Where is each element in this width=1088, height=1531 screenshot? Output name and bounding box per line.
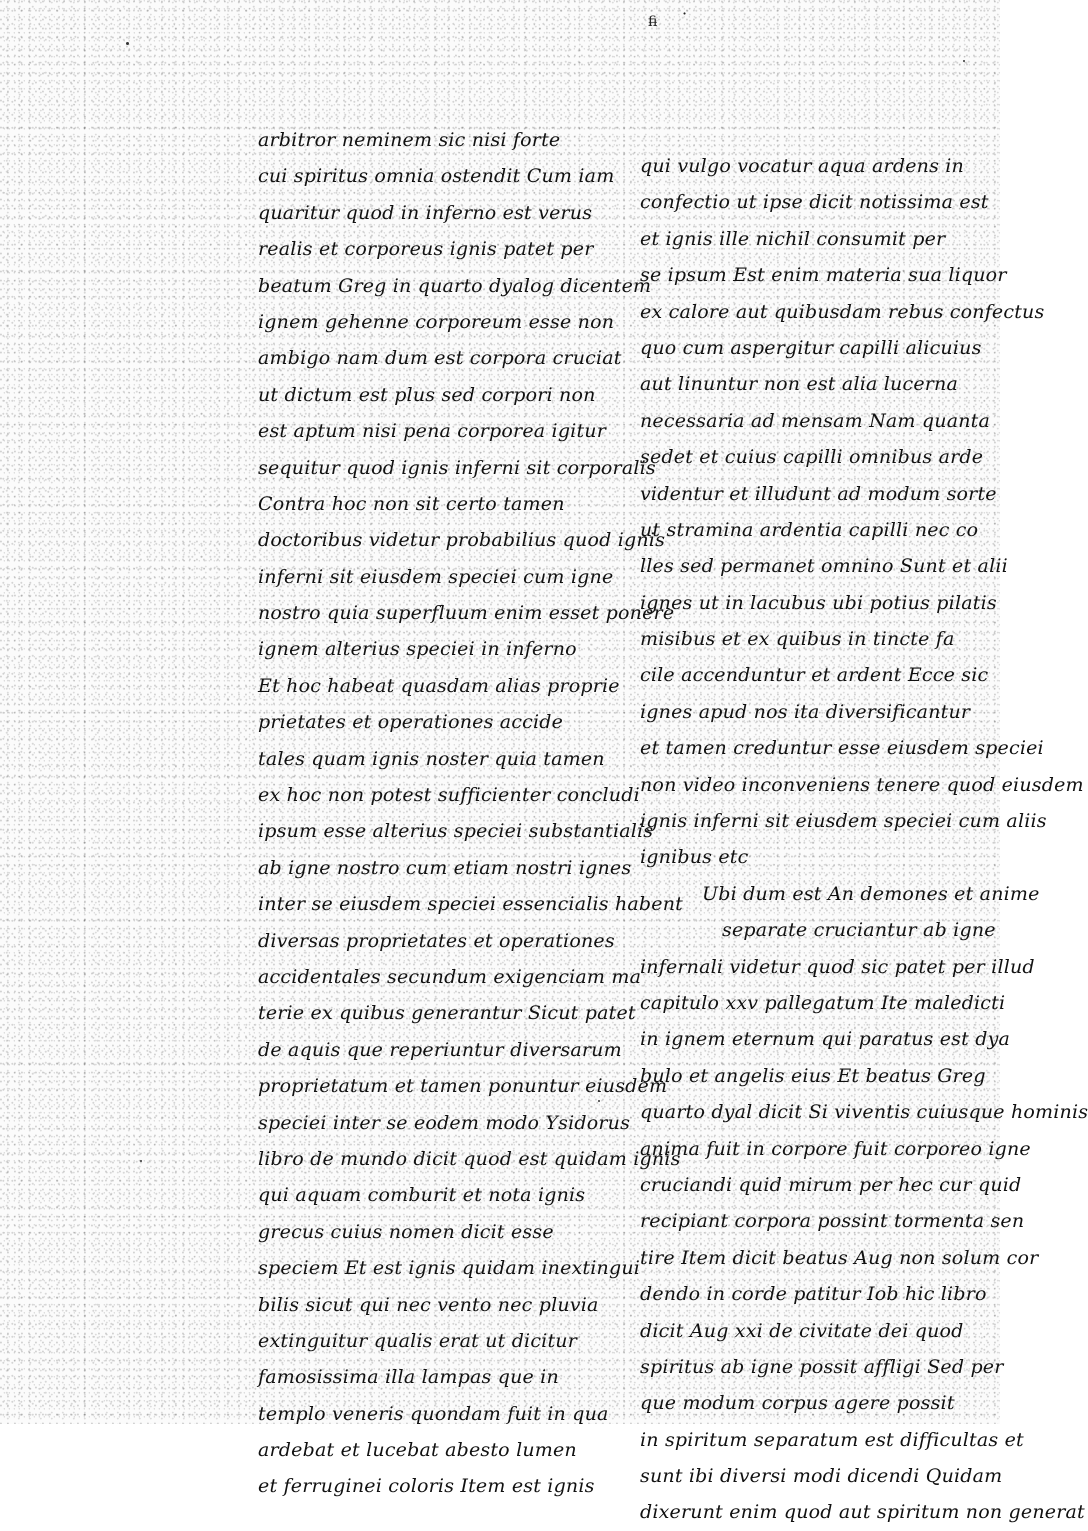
right-line-22: separate cruciantur ab igne <box>722 919 996 942</box>
left-line-21: ab igne nostro cum etiam nostri ignes <box>258 856 632 879</box>
left-line-29: libro de mundo dicit quod est quidam ignis <box>258 1147 681 1170</box>
left-line-2: cui spiritus omnia ostendit Cum iam <box>258 165 615 188</box>
left-line-38: et ferruginei coloris Item est ignis <box>258 1475 595 1498</box>
left-line-32: speciem Et est ignis quidam inextingui <box>258 1257 641 1280</box>
left-line-20: ipsum esse alterius speciei substantialis <box>258 820 654 843</box>
left-line-27: proprietatum et tamen ponuntur eiusdem <box>258 1075 668 1098</box>
right-line-6: quo cum aspergitur capilli alicuius <box>640 336 982 359</box>
right-line-7: aut linuntur non est alia lucerna <box>640 373 959 396</box>
right-line-27: quarto dyal dicit Si viventis cuiusque hominis <box>640 1101 1088 1124</box>
right-line-10: videntur et illudunt ad modum sorte <box>640 482 997 505</box>
right-line-34: spiritus ab igne possit affligi Sed per <box>640 1355 1004 1378</box>
right-line-8: necessaria ad mensam Nam quanta <box>640 409 991 432</box>
right-line-32: dendo in corde patitur Iob hic libro <box>640 1283 987 1306</box>
left-line-34: extinguitur qualis erat ut dicitur <box>258 1329 578 1352</box>
right-line-4: se ipsum Est enim materia sua liquor <box>640 264 1007 287</box>
right-line-17: et tamen creduntur esse eiusdem speciei <box>640 737 1044 760</box>
left-line-10: sequitur quod ignis inferni sit corporalis <box>258 456 656 479</box>
left-line-1: arbitror neminem sic nisi forte <box>258 129 561 151</box>
right-line-25: in ignem eternum qui paratus est dya <box>640 1028 1011 1051</box>
right-line-16: ignes apud nos ita diversificantur <box>640 700 971 723</box>
right-text-column <box>640 148 1088 1531</box>
right-line-14: misibus et ex quibus in tincte fa <box>640 628 955 651</box>
left-line-12: doctoribus videtur probabilius quod ignis <box>258 529 666 552</box>
right-line-13: ignes ut in lacubus ubi potius pilatis <box>640 591 997 614</box>
left-line-11: Contra hoc non sit certo tamen <box>258 492 565 515</box>
right-line-20: ignibus etc <box>640 846 749 869</box>
left-line-5: beatum Greg in quarto dyalog dicentem <box>258 274 652 297</box>
left-line-18: tales quam ignis noster quia tamen <box>258 747 605 770</box>
top-margin-scribble: ﬁ̶ <box>648 14 658 30</box>
ink-speck <box>126 42 129 45</box>
left-line-37: ardebat et lucebat abesto lumen <box>258 1439 577 1462</box>
right-line-35: que modum corpus agere possit <box>640 1392 955 1415</box>
left-line-17: prietates et operationes accide <box>258 711 564 734</box>
left-line-14: nostro quia superfluum enim esset ponere <box>258 602 675 625</box>
left-line-9: est aptum nisi pena corporea igitur <box>258 420 607 443</box>
ink-speck <box>963 60 965 62</box>
left-line-25: terie ex quibus generantur Sicut patet <box>258 1002 636 1025</box>
right-line-37: sunt ibi diversi modi dicendi Quidam <box>640 1465 1003 1488</box>
left-line-24: accidentales secundum exigenciam ma <box>258 965 642 988</box>
right-line-36: in spiritum separatum est difficultas et <box>640 1428 1024 1451</box>
left-text-column <box>258 122 684 1505</box>
right-line-9: sedet et cuius capilli omnibus arde <box>640 446 984 469</box>
right-line-19: ignis inferni sit eiusdem speciei cum aliis <box>640 810 1047 833</box>
right-line-15: cile accenduntur et ardent Ecce sic <box>640 664 989 687</box>
right-line-24: capitulo xxv pallegatum Ite maledicti <box>640 991 1006 1014</box>
left-line-3: quaritur quod in inferno est verus <box>258 201 593 224</box>
right-line-11: ut stramina ardentia capilli nec co <box>640 518 979 541</box>
left-line-7: ambigo nam dum est corpora cruciat <box>258 347 622 370</box>
right-line-30: recipiant corpora possint tormenta sen <box>640 1210 1025 1233</box>
left-line-13: inferni sit eiusdem speciei cum igne <box>258 565 614 588</box>
left-line-19: ex hoc non potest sufficienter concludi <box>258 784 640 807</box>
right-line-2: confectio ut ipse dicit notissima est <box>640 191 989 214</box>
right-line-33: dicit Aug xxi de civitate dei quod <box>640 1319 964 1342</box>
right-line-18: non video inconveniens tenere quod eiusdem <box>640 773 1084 796</box>
left-line-36: templo veneris quondam fuit in qua <box>258 1402 609 1425</box>
right-line-12: lles sed permanet omnino Sunt et alii <box>640 555 1008 578</box>
right-line-28: anima fuit in corpore fuit corporeo igne <box>640 1137 1031 1160</box>
right-line-23: infernali videtur quod sic patet per illud <box>640 955 1035 978</box>
left-line-26: de aquis que reperiuntur diversarum <box>258 1038 622 1061</box>
right-line-29: cruciandi quid mirum per hec cur quid <box>640 1173 1022 1196</box>
right-line-3: et ignis ille nichil consumit per <box>640 227 946 250</box>
left-line-8: ut dictum est plus sed corpori non <box>258 383 596 406</box>
left-line-33: bilis sicut qui nec vento nec pluvia <box>258 1293 599 1316</box>
right-line-26: bulo et angelis eius Et beatus Greg <box>640 1064 986 1087</box>
ink-speck <box>598 1100 600 1102</box>
right-line-5: ex calore aut quibusdam rebus confectus <box>640 300 1045 323</box>
left-line-23: diversas proprietates et operationes <box>258 929 615 952</box>
right-line-1: qui vulgo vocatur aqua ardens in <box>640 155 964 177</box>
right-line-21: Ubi dum est An demones et anime <box>702 882 1040 905</box>
ink-speck <box>140 1160 142 1162</box>
left-line-16: Et hoc habeat quasdam alias proprie <box>258 674 620 697</box>
left-line-22: inter se eiusdem speciei essencialis habent <box>258 893 684 916</box>
left-line-6: ignem gehenne corporeum esse non <box>258 310 615 333</box>
left-line-30: qui aquam comburit et nota ignis <box>258 1184 586 1207</box>
right-line-31: tire Item dicit beatus Aug non solum cor <box>640 1246 1039 1269</box>
top-margin-dot: · <box>682 4 688 23</box>
left-line-35: famosissima illa lampas que in <box>258 1366 559 1389</box>
right-line-38: dixerunt enim quod aut spiritum non generat <box>640 1501 1085 1524</box>
left-line-31: grecus cuius nomen dicit esse <box>258 1220 554 1243</box>
left-line-15: ignem alterius speciei in inferno <box>258 638 577 661</box>
left-line-28: speciei inter se eodem modo Ysidorus <box>258 1111 631 1134</box>
left-line-4: realis et corporeus ignis patet per <box>258 238 594 261</box>
